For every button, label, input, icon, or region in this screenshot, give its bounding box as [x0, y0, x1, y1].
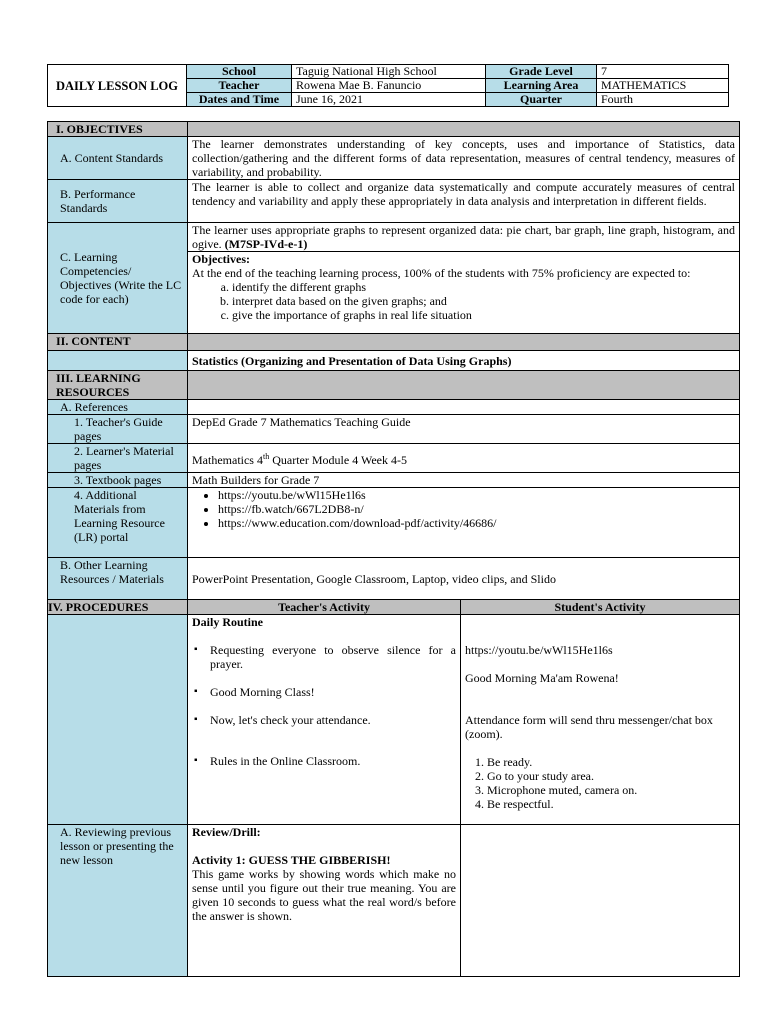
other-resources-text: PowerPoint Presentation, Google Classroom, Laptop, video clips, and Slido [188, 558, 740, 600]
objectives-heading: I. OBJECTIVES [48, 122, 188, 137]
list-item: ▪ Rules in the Online Classroom. [210, 754, 456, 768]
routine-student-cell [461, 615, 740, 825]
content-blank [48, 351, 188, 371]
teacher-guide-text: DepEd Grade 7 Mathematics Teaching Guide [188, 415, 740, 444]
list-item: ▪ Good Morning Class! [210, 685, 456, 699]
grade-level-label: Grade Level [486, 65, 597, 79]
other-resources-label: B. Other Learning Resources / Materials [48, 558, 188, 600]
student-rules-list [465, 755, 735, 811]
learner-material-cell [188, 444, 740, 473]
teacher-activity-header: Teacher's Activity [188, 600, 461, 615]
learner-material-label: 2. Learner's Material pages [48, 444, 188, 473]
school-value: Taguig National High School [292, 65, 486, 79]
performance-standards-label: B. Performance Standards [48, 180, 188, 223]
learning-area-value: MATHEMATICS [597, 79, 729, 93]
activity-text: This game works by showing words which make no sense until you figure out their true meaning. You are given 10 seconds to guess what the real word/s before the answer is shown. [192, 867, 456, 923]
objectives-heading-fill [188, 122, 740, 137]
content-heading-fill [188, 334, 740, 351]
content-standards-label: A. Content Standards [48, 137, 188, 180]
student-activity-header: Student's Activity [461, 600, 740, 615]
main-table [47, 121, 740, 977]
student-attendance: Attendance form will send thru messenger/chat box (zoom). [465, 713, 713, 741]
student-greeting: Good Morning Ma'am Rowena! [465, 671, 619, 685]
list-item: 4. Be respectful. [487, 797, 735, 811]
textbook-label: 3. Textbook pages [48, 473, 188, 488]
grade-level-value: 7 [597, 65, 729, 79]
objectives-subheading: Objectives: [192, 252, 250, 266]
content-standards-text: The learner demonstrates understanding of key concepts, uses and importance of Statistics, data collection/gathering and the different forms of data representation, measures of central tendency, measures of variability, and probability. [188, 137, 740, 180]
list-item: ▪ Requesting everyone to observe silence for a prayer. [210, 643, 456, 671]
routine-list [192, 643, 456, 768]
review-title: Review/Drill: [192, 825, 261, 839]
references-blank [188, 400, 740, 415]
list-item: 3. Microphone muted, camera on. [487, 783, 735, 797]
resource-link[interactable]: • https://youtu.be/wWl15He1l6s [218, 488, 735, 502]
competencies-label: C. Learning Competencies/ Objectives (Write the LC code for each) [48, 223, 188, 334]
resource-link[interactable]: • https://fb.watch/667L2DB8-n/ [218, 502, 735, 516]
additional-links-list [192, 488, 735, 530]
review-teacher-cell [188, 825, 461, 977]
learner-material-text-b: Quarter Module 4 Week 4-5 [269, 452, 407, 467]
references-label: A. References [48, 400, 188, 415]
content-text: Statistics (Organizing and Presentation of Data Using Graphs) [188, 351, 740, 371]
log-title: DAILY LESSON LOG [48, 65, 187, 107]
performance-standards-text: The learner is able to collect and organize data systematically and compute accurately measures of central tendency and variability and apply these appropriately in data analysis and interpretation in different fields. [188, 180, 740, 223]
resources-heading: III. LEARNING RESOURCES [48, 371, 188, 400]
additional-materials-cell [188, 488, 740, 558]
learner-material-text-a: Mathematics 4 [192, 452, 263, 467]
objectives-cell [188, 252, 740, 334]
resource-link[interactable]: • https://www.education.com/download-pdf/activity/46686/ [218, 516, 735, 530]
competencies-text: The learner uses appropriate graphs to represent organized data: pie chart, bar graph, line graph, histogram, and ogive. [192, 223, 735, 251]
routine-blank [48, 615, 188, 825]
resources-heading-fill [188, 371, 740, 400]
dates-value: June 16, 2021 [292, 93, 486, 107]
routine-title: Daily Routine [192, 615, 264, 629]
competencies-cell [188, 223, 740, 252]
list-item: c. give the importance of graphs in real life situation [232, 308, 735, 322]
activity-title: Activity 1: GUESS THE GIBBERISH! [192, 853, 391, 867]
learning-area-label: Learning Area [486, 79, 597, 93]
textbook-text: Math Builders for Grade 7 [188, 473, 740, 488]
objectives-intro: At the end of the teaching learning process, 100% of the students with 75% proficiency are expected to: [192, 266, 691, 280]
content-heading: II. CONTENT [48, 334, 188, 351]
teacher-guide-label: 1. Teacher's Guide pages [48, 415, 188, 444]
quarter-value: Fourth [597, 93, 729, 107]
dates-label: Dates and Time [187, 93, 292, 107]
list-item: a. identify the different graphs [232, 280, 735, 294]
list-item: 2. Go to your study area. [487, 769, 735, 783]
header-table [47, 64, 729, 107]
teacher-label: Teacher [187, 79, 292, 93]
procedures-heading: IV. PROCEDURES [48, 600, 188, 615]
list-item: ▪ Now, let's check your attendance. [210, 713, 456, 727]
learner-material-sup: th [262, 451, 270, 461]
student-link[interactable]: https://youtu.be/wWl15He1l6s [465, 643, 613, 657]
competencies-code: (M7SP-IVd-e-1) [224, 237, 308, 251]
review-label: A. Reviewing previous lesson or presenting the new lesson [48, 825, 188, 977]
list-item: b. interpret data based on the given graphs; and [232, 294, 735, 308]
review-student-cell [461, 825, 740, 977]
objectives-list [192, 280, 735, 322]
school-label: School [187, 65, 292, 79]
routine-teacher-cell [188, 615, 461, 825]
quarter-label: Quarter [486, 93, 597, 107]
list-item: 1. Be ready. [487, 755, 735, 769]
teacher-value: Rowena Mae B. Fanuncio [292, 79, 486, 93]
additional-materials-label: 4. Additional Materials from Learning Resource (LR) portal [48, 488, 188, 558]
